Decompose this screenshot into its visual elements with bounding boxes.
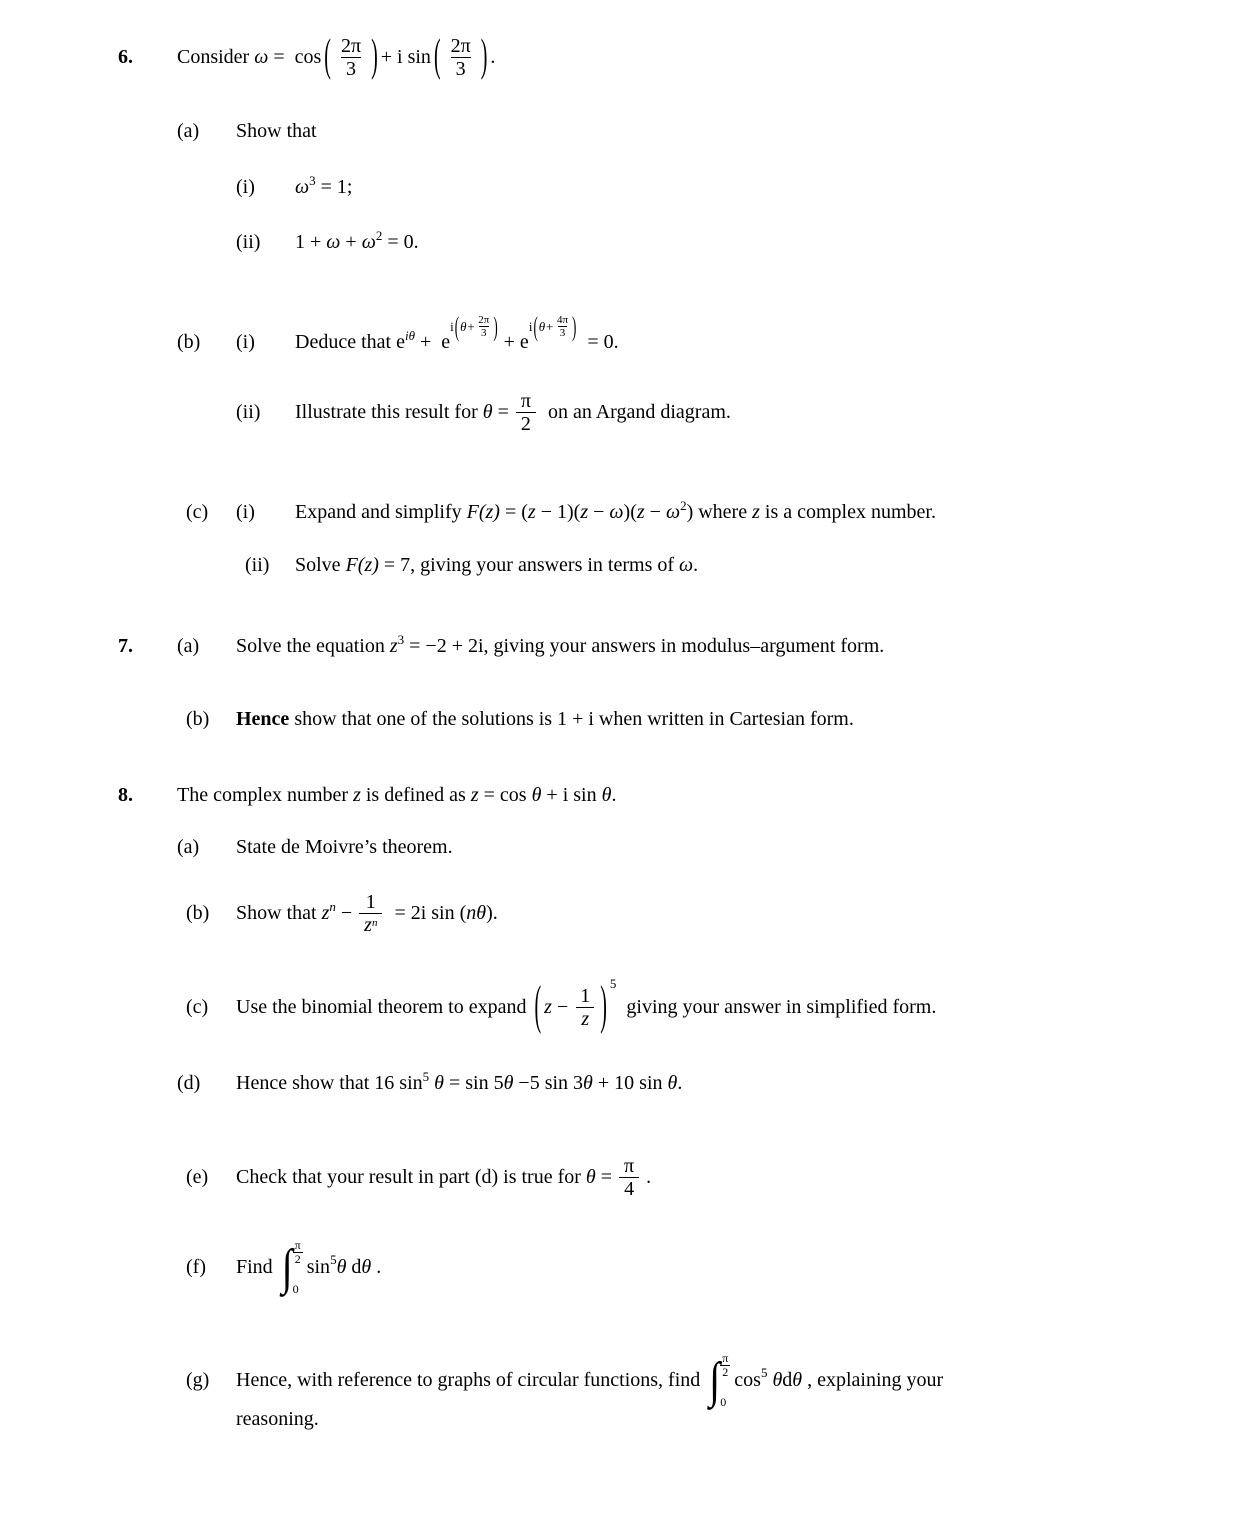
numerator: 4π [556,314,569,326]
text-run: − [644,501,666,523]
text-run: = 2i sin ( [384,902,467,925]
text-run: Expand and simplify [295,501,467,523]
exponent: 2 [375,227,383,243]
text-run: ω [665,501,681,523]
text-run: = 1; [315,176,353,198]
fraction [575,985,595,1031]
fraction [336,35,366,81]
small-right-paren: ) [572,310,577,342]
integral-sign: ∫ [709,1351,721,1408]
q8-f-line [186,1239,381,1295]
text-run: ω [679,554,694,576]
q8-g-line [186,1352,943,1408]
text-run: ω [295,176,310,198]
text-run: Use the binomial theorem to expand [236,996,532,1019]
text-run: − 1)( [535,501,581,523]
text-run: z [752,501,760,523]
q8-a-line [177,836,453,859]
small-left-paren: ( [533,310,538,342]
text-run: ) where [686,501,753,523]
exponent: 5 [422,1068,430,1084]
text-run: − [588,501,610,523]
big-right-paren: ) [371,31,378,83]
text-run: Hence show that 16 sin [236,1072,423,1094]
denominator: z [576,1007,594,1030]
text-run: State de Moivre’s theorem. [236,836,453,858]
q6-c-i-line [186,497,936,524]
q7-a-line [118,631,885,658]
text-run: θ [434,1072,444,1094]
numerator: 2π [340,35,362,57]
q8-intro-line [118,784,616,807]
numerator: 2π [478,314,490,326]
text-run: + i sin [541,784,602,806]
text-run: , explaining your [802,1368,944,1391]
part-label: (c) [186,501,209,523]
text-run: z [544,996,552,1019]
text-run: = [595,1166,618,1189]
part-label: (b) [186,902,210,925]
text-run: sin [306,1255,331,1278]
numerator: π [520,390,531,412]
question-number: 8. [118,784,133,806]
exponent-expression [450,310,499,342]
text-run: d [346,1255,362,1278]
text-run: . [677,1072,683,1094]
text-run: θ [361,1255,372,1278]
numerator: 1 [365,891,376,913]
exponent: 5 [609,975,617,991]
q8-g-line-2 [236,1408,319,1431]
part-label: (d) [177,1072,201,1094]
denominator: 3 [559,327,566,340]
fraction [446,35,476,81]
part-label: (f) [186,1255,206,1278]
text-run: d [782,1368,793,1391]
text-run: Illustrate this result for [295,401,483,424]
text-run: −5 sin 3 [513,1072,584,1094]
subpart-label: (ii) [236,231,261,253]
text-run: Check that your result in part (d) is true for [236,1166,586,1189]
q6-c-ii-line [245,554,698,577]
text-run: ω [361,231,376,253]
text-run: θ+ [538,318,554,334]
upper-limit [293,1239,303,1265]
integral-limits [720,1352,730,1408]
text-run: = cos [478,784,532,806]
text-run: Hence, with reference to graphs of circular functions, find [236,1368,706,1391]
text-run: z [321,902,330,925]
big-left-paren: ( [324,31,331,83]
exponent: iθ [404,327,415,343]
text-run: = 7, giving your answers in terms of [378,554,680,576]
part-label: (a) [177,635,200,657]
text-run: F(z) [466,501,500,523]
part-label: (b) [186,708,210,730]
text-run: z [470,784,479,806]
text-run: i [528,318,533,334]
question-number: 7. [118,635,133,657]
numerator: π [624,1155,635,1177]
text-run: Show that [236,120,317,142]
text-run: = ( [499,501,528,523]
exponent: 2 [680,497,687,513]
fraction [555,314,570,340]
fraction [476,314,491,340]
exponent: 3 [397,631,405,647]
text-run: Find [236,1255,278,1278]
q8-b-line [186,891,498,937]
denominator: $z^n$ [359,913,382,936]
text-run: z [527,501,536,523]
numerator: π [722,1351,729,1365]
q6-a-line [177,120,317,143]
integral-limits [293,1239,303,1295]
text-run: cos [734,1368,761,1391]
subpart-label: (i) [236,176,255,198]
denominator: 2 [516,412,536,435]
denominator: 2 [294,1251,301,1266]
text-run: θ [585,1166,596,1189]
text-run: The complex number [177,784,354,806]
question-number: 6. [118,46,133,69]
text-run: reasoning. [236,1408,319,1430]
q8-c-line [186,975,937,1037]
part-label: (a) [177,836,200,858]
text-run: + [340,231,362,253]
big-left-paren: ( [433,31,441,83]
numerator: 1 [580,985,591,1007]
exponent: n [371,917,378,930]
exponent-expression [528,310,578,342]
text-run: F(z) [345,554,379,576]
subpart-label: (ii) [245,554,270,576]
part-label: (g) [186,1368,210,1391]
text-run: . [371,1255,382,1278]
text-run: is a complex number. [759,501,936,523]
text-run: θ [601,784,612,806]
numerator: π [294,1238,301,1252]
part-label: (e) [186,1166,209,1189]
q6-a-i-line [236,172,353,199]
small-right-paren: ) [493,310,498,342]
text-run: = −2 + 2i, giving your answers in modulus–argument form. [404,635,885,657]
text-run: )( [623,501,637,523]
text-run: Consider [177,46,255,69]
text-run: θ+ [460,318,476,334]
text-run: + e [498,331,529,354]
text-run: θ [667,1072,678,1094]
subpart-label: (i) [236,331,255,354]
text-run: + 10 sin [592,1072,668,1094]
numerator: 2π [450,35,471,57]
text-run: is defined as [360,784,471,806]
subpart-label: (i) [236,501,255,523]
text-run: z [389,635,398,657]
text-run: Show that [236,902,322,925]
text-run: . [641,1166,652,1189]
q8-d-line [177,1068,683,1095]
text-run: = sin 5 [443,1072,504,1094]
big-right-paren: ) [600,976,607,1037]
upper-limit [720,1352,730,1378]
text-run: i [450,318,454,334]
text-run: θ [503,1072,514,1094]
text-run: − [335,902,358,925]
text-run: . [611,784,617,806]
text-run: ω [609,501,624,523]
big-left-paren: ( [534,976,542,1037]
text-run: on an Argand diagram. [537,401,731,424]
text-run: Deduce that e [295,331,405,354]
text-run: + e [414,331,451,354]
lower-limit: 0 [720,1395,727,1409]
text-run: θ [336,1255,347,1278]
text-run: z [580,501,589,523]
text-run: ω [326,231,341,253]
text-run: z [353,784,361,806]
text-run: 1 + [295,231,327,253]
text-run: . [490,46,496,69]
fraction [516,390,536,436]
integral [282,1239,303,1295]
denominator: 4 [619,1177,639,1200]
fraction [359,891,382,937]
text-run: Hence [236,708,290,730]
small-left-paren: ( [454,310,460,342]
text-run: = 0. [577,331,619,354]
lower-limit: 0 [292,1282,299,1296]
exponent: 5 [760,1365,768,1380]
exponent: n [329,898,336,914]
text-run: nθ [466,902,487,925]
part-label: (c) [186,996,209,1019]
big-right-paren: ) [480,31,488,83]
text-run: θ [531,784,542,806]
part-label: (b) [177,331,201,354]
q6-b-ii-line [236,390,731,436]
text-run: θ [792,1368,803,1391]
fraction [619,1155,639,1201]
text-run: z [636,501,645,523]
denominator: 3 [451,57,471,80]
denominator: 2 [722,1364,729,1379]
integral-sign: ∫ [281,1238,293,1295]
text-run: = 0. [382,231,419,253]
text-run: ). [486,902,498,925]
denominator: 3 [481,327,487,340]
q8-e-line [186,1155,651,1201]
text-run: + i sin [380,46,431,69]
q6-a-ii-line [236,227,419,254]
text-run: giving your answer in simplified form. [616,996,937,1019]
subpart-label: (ii) [236,401,261,424]
text-run: show that one of the solutions is 1 + i when written in Cartesian form. [289,708,854,730]
text-run: = [492,401,514,424]
text-run: Solve [295,554,346,576]
q6-intro-line [118,31,496,83]
exponent: 3 [309,172,316,188]
text-run: = cos [268,46,322,69]
text-run: θ [482,401,493,424]
q7-b-line [186,708,854,731]
exponent: 5 [330,1252,337,1267]
text-run: Solve the equation [236,635,390,657]
integral [709,1352,730,1408]
text-run: θ [583,1072,593,1094]
text-run: θ [767,1368,783,1391]
text-run: . [693,554,699,576]
part-label: (a) [177,120,200,142]
text-run: − [551,996,574,1019]
denominator: 3 [341,57,361,80]
text-run: ω [254,46,269,69]
